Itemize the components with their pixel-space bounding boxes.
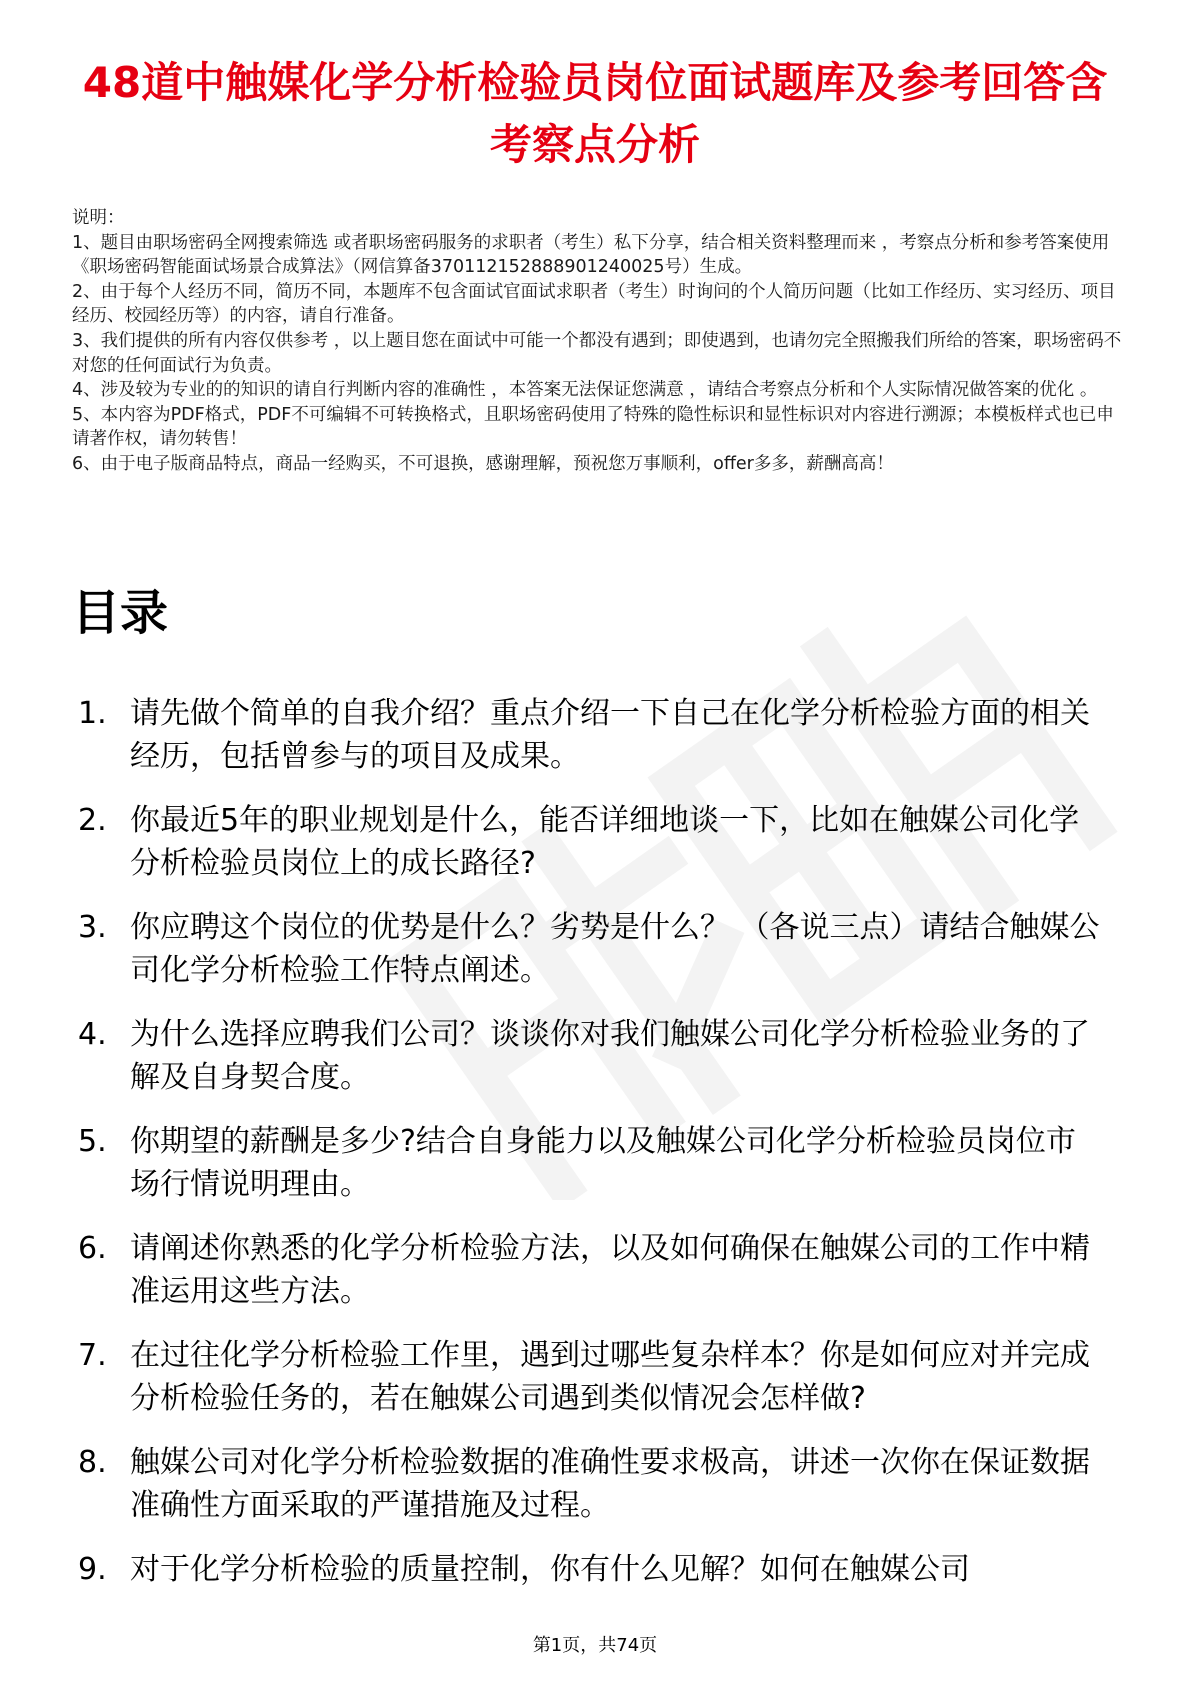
- question-number: 7.: [78, 1338, 107, 1373]
- question-number: 4.: [78, 1017, 107, 1052]
- question-number: 6.: [78, 1231, 107, 1266]
- question-item: [72, 1227, 1122, 1313]
- question-number: 8.: [78, 1445, 107, 1480]
- page-footer: 第1页，共74页: [532, 1635, 658, 1656]
- question-item: [72, 1120, 1122, 1206]
- question-item: [72, 692, 1122, 778]
- question-item: [72, 906, 1122, 992]
- note-item: 5、本内容为PDF格式，PDF不可编辑不可转换格式，且职场密码使用了特殊的隐性标识和显性标识对内容进行溯源；本模板样式也已申请著作权，请勿转售！: [72, 404, 1114, 450]
- note-item: 6、由于电子版商品特点，商品一经购买，不可退换，感谢理解，预祝您万事顺利，offer多多，薪酬高高！: [72, 453, 894, 474]
- question-text: 为什么选择应聘我们公司？谈谈你对我们触媒公司化学分析检验业务的了解及自身契合度。: [130, 1017, 1090, 1095]
- document-title: 48道中触媒化学分析检验员岗位面试题库及参考回答含考察点分析: [82, 58, 1108, 169]
- question-item: [72, 1548, 1122, 1591]
- question-item: [72, 1334, 1122, 1420]
- question-number: 1.: [78, 696, 107, 731]
- question-item: [72, 1441, 1122, 1527]
- toc-heading: 目录: [72, 585, 169, 641]
- question-item: [72, 799, 1122, 885]
- question-text: 你应聘这个岗位的优势是什么？劣势是什么？ （各说三点）请结合触媒公司化学分析检验工作特点阐述。: [130, 910, 1100, 988]
- question-text: 请阐述你熟悉的化学分析检验方法，以及如何确保在触媒公司的工作中精准运用这些方法。: [130, 1231, 1090, 1309]
- question-text: 你最近5年的职业规划是什么，能否详细地谈一下，比如在触媒公司化学分析检验员岗位上的成长路径?: [130, 803, 1080, 881]
- note-item: 1、题目由职场密码全网搜索筛选 或者职场密码服务的求职者（考生）私下分享，结合相关资料整理而来 ，考察点分析和参考答案使用《职场密码智能面试场景合成算法》（网信算备370112152888901240025号）生成。: [72, 232, 1110, 278]
- question-number: 5.: [78, 1124, 107, 1159]
- question-number: 2.: [78, 803, 107, 838]
- question-text: 请先做个简单的自我介绍？重点介绍一下自己在化学分析检验方面的相关经历，包括曾参与的项目及成果。: [130, 696, 1090, 774]
- question-number: 3.: [78, 910, 107, 945]
- note-item: 2、由于每个人经历不同，简历不同，本题库不包含面试官面试求职者（考生）时询问的个人简历问题（比如工作经历、实习经历、项目经历、校园经历等）的内容，请自行准备。: [72, 281, 1116, 327]
- notes-section: [72, 206, 1122, 477]
- question-text: 对于化学分析检验的质量控制，你有什么见解？如何在触媒公司: [130, 1552, 970, 1587]
- question-text: 在过往化学分析检验工作里，遇到过哪些复杂样本？你是如何应对并完成分析检验任务的，若在触媒公司遇到类似情况会怎样做?: [130, 1338, 1090, 1416]
- note-item: 4、涉及较为专业的的知识的请自行判断内容的准确性 ，本答案无法保证您满意 ，请结合考察点分析和个人实际情况做答案的优化 。: [72, 380, 1098, 401]
- question-item: [72, 1013, 1122, 1099]
- notes-heading: 说明：: [72, 208, 125, 228]
- question-list: [72, 692, 1122, 1612]
- question-text: 你期望的薪酬是多少?结合自身能力以及触媒公司化学分析检验员岗位市场行情说明理由。: [130, 1124, 1076, 1202]
- question-number: 9.: [78, 1552, 107, 1587]
- note-item: 3、我们提供的所有内容仅供参考 ，以上题目您在面试中可能一个都没有遇到；即使遇到，也请勿完全照搬我们所给的答案，职场密码不对您的任何面试行为负责。: [72, 330, 1122, 376]
- question-text: 触媒公司对化学分析检验数据的准确性要求极高，讲述一次你在保证数据准确性方面采取的严谨措施及过程。: [130, 1445, 1090, 1523]
